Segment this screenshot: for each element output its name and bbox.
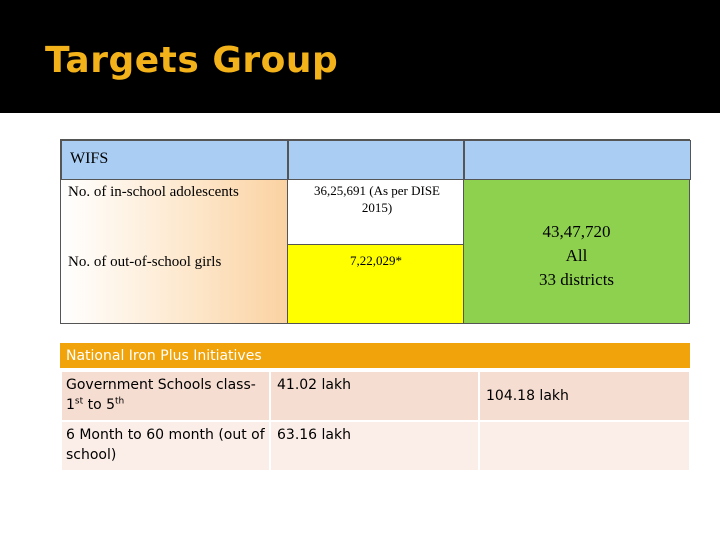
nipi-row1-label-sup2: th — [115, 396, 125, 407]
nipi-total-bottom-cell — [480, 422, 689, 470]
in-school-value: 36,25,691 (As per DISE 2015) — [313, 183, 440, 215]
nipi-row1-label-line1: Government Schools class- — [66, 377, 256, 393]
wifs-total-districts: 33 districts — [538, 270, 615, 289]
nipi-row1-label-num1: 1 — [66, 397, 75, 413]
wifs-total-cell — [464, 180, 689, 323]
nipi-header: National Iron Plus Initiatives — [66, 348, 262, 364]
wifs-header-cell — [61, 140, 288, 180]
nipi-table — [60, 343, 690, 471]
wifs-total-all: All — [565, 246, 588, 265]
nipi-row2-value: 63.16 lakh — [277, 427, 351, 443]
wifs-header-cell-2 — [288, 140, 464, 180]
wifs-table — [60, 139, 690, 324]
nipi-row1-label-sup1: st — [74, 396, 84, 407]
nipi-row2-label-cell — [62, 422, 269, 470]
slide-title: Targets Group — [45, 40, 339, 81]
nipi-total: 104.18 lakh — [486, 388, 569, 404]
wifs-header: WIFS — [70, 150, 109, 167]
nipi-total-top-cell — [480, 372, 689, 420]
out-of-school-value-cell — [288, 245, 464, 323]
wifs-label-column — [61, 180, 288, 323]
nipi-header-cell — [60, 343, 690, 368]
nipi-row1-label-num2: to 5 — [83, 397, 116, 413]
nipi-row2-value-cell — [271, 422, 478, 470]
nipi-row1-label-cell — [62, 372, 269, 420]
nipi-row1-value-cell — [271, 372, 478, 420]
out-of-school-label: No. of out-of-school girls — [68, 254, 222, 270]
nipi-row1-label — [66, 375, 256, 415]
wifs-header-cell-3 — [464, 140, 691, 180]
in-school-value-cell — [288, 180, 464, 245]
in-school-label: No. of in-school adolescents — [68, 184, 239, 200]
out-of-school-value: 7,22,029* — [350, 253, 402, 268]
wifs-total-number: 43,47,720 — [542, 222, 611, 241]
nipi-row1-value: 41.02 lakh — [277, 377, 351, 393]
nipi-row2-label: 6 Month to 60 month (out of school) — [66, 427, 265, 463]
